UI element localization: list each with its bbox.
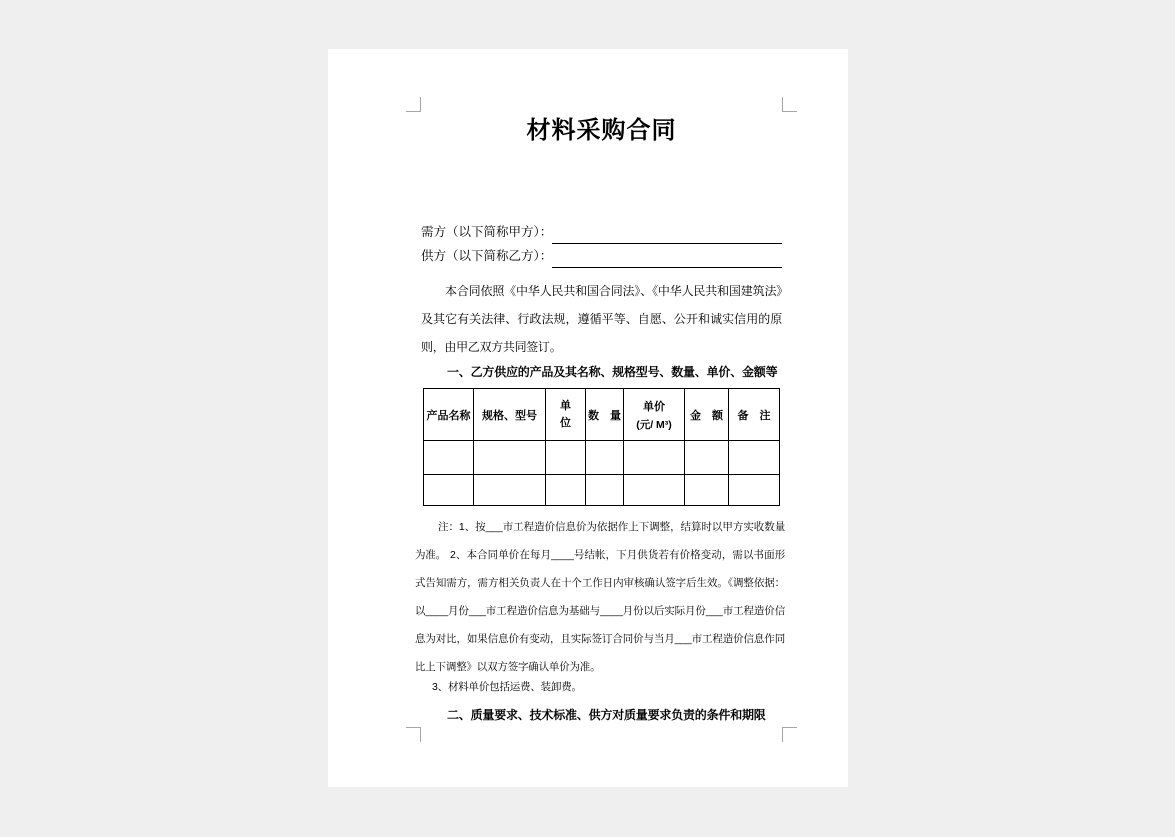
table-cell[interactable]	[729, 475, 780, 506]
party-b-label: 供方（以下简称乙方）：	[421, 249, 553, 263]
section-2-heading: 二、质量要求、技术标准、供方对质量要求负责的条件和期限	[447, 708, 766, 722]
table-cell[interactable]	[624, 441, 685, 475]
table-row	[424, 441, 780, 475]
table-cell[interactable]	[685, 475, 729, 506]
table-cell[interactable]	[729, 441, 780, 475]
intro-paragraph: 本合同依照《中华人民共和国合同法》、《中华人民共和国建筑法》及其它有关法律、行政法规，遵循平等、自愿、公开和诚实信用的原则，由甲乙双方共同签订。	[421, 284, 782, 354]
products-table	[423, 388, 780, 506]
page-margin-mark-bottom-left	[406, 727, 421, 742]
header-unit-price-label: 单价	[643, 400, 665, 413]
header-quantity	[586, 389, 624, 441]
table-cell[interactable]	[546, 441, 586, 475]
table-cell[interactable]	[546, 475, 586, 506]
header-unit	[546, 389, 586, 441]
header-product-name	[424, 389, 474, 441]
header-unit-price	[624, 389, 685, 441]
party-a-fill-line[interactable]	[552, 220, 782, 244]
header-unit-price-unit: (元/ M³)	[636, 418, 672, 431]
page-margin-mark-top-right	[782, 97, 797, 112]
header-amount-label: 金 额	[690, 409, 723, 422]
table-cell[interactable]	[586, 475, 624, 506]
party-b-row	[421, 244, 782, 268]
table-cell[interactable]	[586, 441, 624, 475]
document-title: 材料采购合同	[526, 117, 677, 144]
document-page	[328, 49, 848, 787]
table-cell[interactable]	[624, 475, 685, 506]
note-1: 注：1、按___市工程造价信息价为依据作上下调整，结算时以甲方实收数量为准。	[415, 521, 785, 561]
table-cell[interactable]	[474, 475, 546, 506]
header-product-name-label: 产品名称	[426, 409, 471, 422]
header-unit-label: 单位	[560, 399, 571, 429]
party-a-row	[421, 220, 782, 244]
party-b-fill-line[interactable]	[552, 244, 782, 268]
header-remark	[729, 389, 780, 441]
table-cell[interactable]	[424, 475, 474, 506]
header-spec-model	[474, 389, 546, 441]
header-remark-label: 备 注	[737, 409, 771, 422]
page-margin-mark-bottom-right	[782, 727, 797, 742]
note-3: 3、材料单价包括运费、装卸费。	[432, 681, 582, 693]
table-header-row	[424, 389, 780, 441]
document-content	[415, 113, 785, 773]
header-amount	[685, 389, 729, 441]
page-margin-mark-top-left	[406, 97, 421, 112]
table-cell[interactable]	[424, 441, 474, 475]
note-2: 2、本合同单价在每月____号结帐，下月供货若有价格变动，需以书面形式告知需方，需方相关负责人在十个工作日内审核确认签字后生效。《调整依据：以____月份___市工程造价信息为基础与____月份以后实际月份___市工程造价信息为对比，如果信息价有变动，且实际签订合同价与当月___市工程造价信息作同比上下调整》以双方签字确认单价为准。	[415, 549, 785, 673]
header-spec-model-label: 规格、型号	[482, 409, 537, 422]
table-cell[interactable]	[685, 441, 729, 475]
section-1-heading: 一、乙方供应的产品及其名称、规格型号、数量、单价、金额等	[447, 365, 778, 379]
header-quantity-label: 数 量	[588, 409, 621, 422]
party-a-label: 需方（以下简称甲方）：	[421, 225, 553, 239]
table-cell[interactable]	[474, 441, 546, 475]
table-row	[424, 475, 780, 506]
